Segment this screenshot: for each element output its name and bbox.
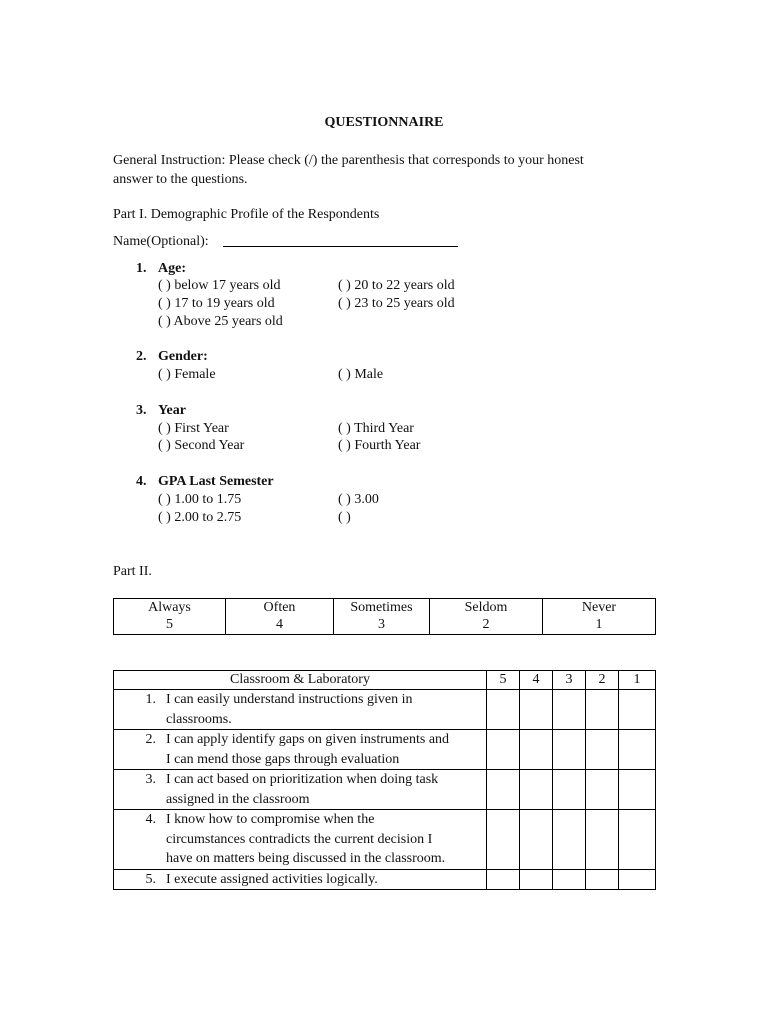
option-above-25[interactable]: ( ) Above 25 years old [158,314,283,329]
question-4-label: GPA Last Semester [158,474,274,489]
question-3-number: 3. [136,403,147,418]
rating-box-1[interactable] [619,869,656,890]
option-below-17[interactable]: ( ) below 17 years old [158,278,281,293]
rating-box-4[interactable] [520,810,553,870]
scale-cell-often: Often 4 [226,599,334,635]
part1-heading: Part I. Demographic Profile of the Respondents [113,207,380,222]
item-cell: 3. I can act based on prioritization when doing task assigned in the classroom [114,770,487,810]
column-header-2: 2 [586,671,619,690]
question-3-label: Year [158,403,186,418]
table-row [114,730,656,770]
column-header-1: 1 [619,671,656,690]
item-cell: 5. I execute assigned activities logically. [114,869,487,890]
rating-box-3[interactable] [553,690,586,730]
rating-box-2[interactable] [586,730,619,770]
item-cell: 4. I know how to compromise when the circumstances contradicts the current decision I have on matters being discussed in the classroom. [114,810,487,870]
option-third-year[interactable]: ( ) Third Year [338,421,414,436]
table-row [114,690,656,730]
table-row [114,810,656,870]
part2-heading: Part II. [113,564,152,579]
question-1-label: Age: [158,261,186,276]
column-header-5: 5 [487,671,520,690]
option-gpa-2-00-to-2-75[interactable]: ( ) 2.00 to 2.75 [158,510,242,525]
rating-box-3[interactable] [553,810,586,870]
option-first-year[interactable]: ( ) First Year [158,421,229,436]
rating-box-2[interactable] [586,770,619,810]
rating-box-4[interactable] [520,690,553,730]
name-input-line[interactable] [223,246,458,247]
rating-box-1[interactable] [619,770,656,810]
page-title: QUESTIONNAIRE [324,115,444,130]
option-fourth-year[interactable]: ( ) Fourth Year [338,438,421,453]
rating-box-4[interactable] [520,869,553,890]
table-row [114,770,656,810]
item-cell: 2. I can apply identify gaps on given instruments and I can mend those gaps through evaluation [114,730,487,770]
item-cell: 1. I can easily understand instructions given in classrooms. [114,690,487,730]
rating-box-1[interactable] [619,690,656,730]
scale-cell-sometimes: Sometimes 3 [334,599,430,635]
option-20-to-22[interactable]: ( ) 20 to 22 years old [338,278,455,293]
rating-box-1[interactable] [619,730,656,770]
rating-box-3[interactable] [553,730,586,770]
scale-cell-seldom: Seldom 2 [430,599,543,635]
option-gpa-3-00[interactable]: ( ) 3.00 [338,492,379,507]
rating-scale-table [113,598,656,635]
rating-box-5[interactable] [487,690,520,730]
rating-box-3[interactable] [553,770,586,810]
rating-box-5[interactable] [487,810,520,870]
question-4-number: 4. [136,474,147,489]
rating-box-2[interactable] [586,869,619,890]
rating-box-5[interactable] [487,770,520,810]
column-header-4: 4 [520,671,553,690]
option-gpa-1-00-to-1-75[interactable]: ( ) 1.00 to 1.75 [158,492,242,507]
option-second-year[interactable]: ( ) Second Year [158,438,245,453]
option-17-to-19[interactable]: ( ) 17 to 19 years old [158,296,275,311]
scale-cell-always: Always 5 [114,599,226,635]
classroom-items-table [113,670,656,890]
rating-box-4[interactable] [520,770,553,810]
table-header-category: Classroom & Laboratory [114,671,487,690]
column-header-3: 3 [553,671,586,690]
question-2-label: Gender: [158,349,208,364]
scale-cell-never: Never 1 [543,599,656,635]
question-2-number: 2. [136,349,147,364]
option-gpa-blank[interactable]: ( ) [338,510,351,525]
table-row [114,869,656,890]
option-female[interactable]: ( ) Female [158,367,216,382]
rating-box-3[interactable] [553,869,586,890]
rating-box-1[interactable] [619,810,656,870]
question-1-number: 1. [136,261,147,276]
name-label: Name(Optional): [113,234,209,249]
option-male[interactable]: ( ) Male [338,367,384,382]
option-23-to-25[interactable]: ( ) 23 to 25 years old [338,296,455,311]
rating-box-5[interactable] [487,730,520,770]
rating-box-2[interactable] [586,810,619,870]
instruction-line-2: answer to the questions. [113,172,248,187]
rating-box-5[interactable] [487,869,520,890]
instruction-line-1: General Instruction: Please check (/) the parenthesis that corresponds to your honest [113,153,584,168]
rating-box-4[interactable] [520,730,553,770]
rating-box-2[interactable] [586,690,619,730]
